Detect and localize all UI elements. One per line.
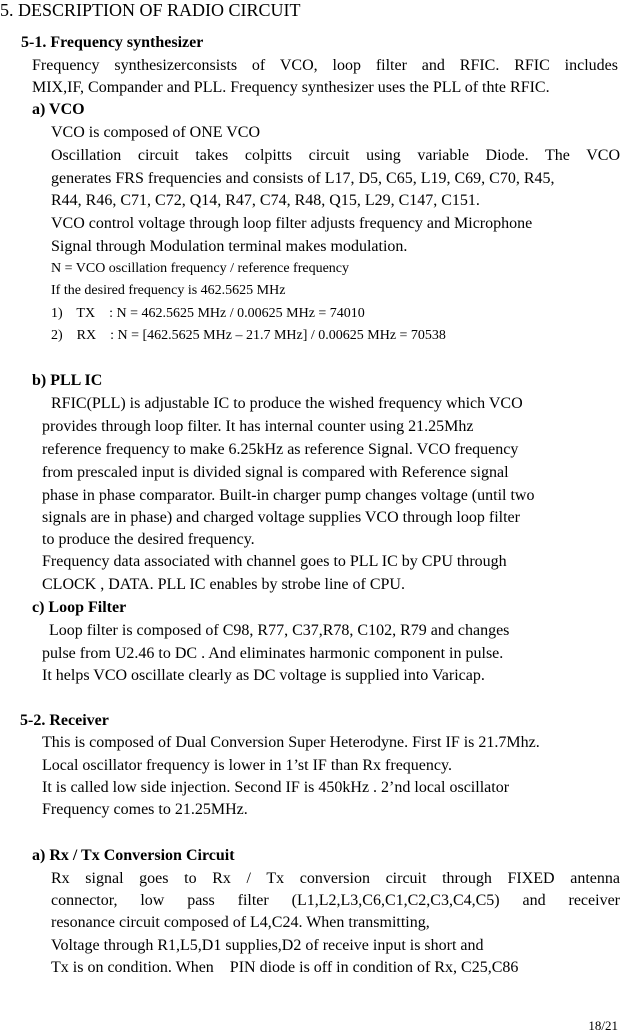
paragraph-line: pulse from U2.46 to DC . And eliminates harmonic component in pulse. [42,645,504,662]
paragraph-line: Loop filter is composed of C98, R77, C37,R78, C102, R79 and changes [49,622,510,639]
paragraph-line: MIX,IF, Compander and PLL. Frequency synthesizer uses the PLL of thte RFIC. [32,79,550,96]
heading-5-2: 5-2. Receiver [20,712,109,729]
paragraph-line: to produce the desired frequency. [42,531,255,548]
paragraph-line: Rx signal goes to Rx / Tx conversion circuit through FIXED antenna [51,870,620,887]
paragraph-line: signals are in phase) and charged voltage supplies VCO through loop filter [42,509,520,526]
paragraph-line: connector, low pass filter (L1,L2,L3,C6,C1,C2,C3,C4,C5) and receiver [51,892,620,909]
paragraph-line: Frequency synthesizerconsists of VCO, loop filter and RFIC. RFIC includes [32,57,618,74]
formula-line: If the desired frequency is 462.5625 MHz [51,283,286,298]
formula-line: N = VCO oscillation frequency / reference frequency [51,261,350,276]
subheading-vco: a) VCO [32,101,85,118]
paragraph-line: RFIC(PLL) is adjustable IC to produce the wished frequency which VCO [51,395,523,412]
paragraph-line: reference frequency to make 6.25kHz as reference Signal. VCO frequency [42,441,519,458]
subheading-loop-filter: c) Loop Filter [32,599,127,616]
subheading-rx-tx-conversion: a) Rx / Tx Conversion Circuit [32,847,235,864]
paragraph-line: phase in phase comparator. Built-in charger pump changes voltage (until two [42,487,535,504]
heading-5-1: 5-1. Frequency synthesizer [21,34,204,51]
paragraph-line: Local oscillator frequency is lower in 1’st IF than Rx frequency. [42,757,452,774]
formula-line: 1) TX : N = 462.5625 MHz / 0.00625 MHz = 74010 [51,306,365,321]
paragraph-line: from prescaled input is divided signal is compared with Reference signal [42,464,509,481]
paragraph-line: Frequency comes to 21.25MHz. [42,801,248,818]
paragraph-line: VCO is composed of ONE VCO [51,124,261,141]
paragraph-line: generates FRS frequencies and consists of L17, D5, C65, L19, C69, C70, R45, [51,170,555,187]
formula-line: 2) RX : N = [462.5625 MHz – 21.7 MHz] / 0.00625 MHz = 70538 [51,328,446,343]
paragraph-line: VCO control voltage through loop filter adjusts frequency and Microphone [51,215,533,232]
paragraph-line: Tx is on condition. When PIN diode is off in condition of Rx, C25,C86 [51,959,519,976]
paragraph-line: Signal through Modulation terminal makes modulation. [51,238,408,255]
paragraph-line: R44, R46, C71, C72, Q14, R47, C74, R48, Q15, L29, C147, C151. [51,192,480,209]
page-number: 18/21 [588,1018,618,1033]
paragraph-line: Oscillation circuit takes colpitts circuit using variable Diode. The VCO [51,147,620,164]
paragraph-line: It helps VCO oscillate clearly as DC voltage is supplied into Varicap. [42,667,485,684]
subheading-pll-ic: b) PLL IC [32,372,103,389]
section-title: 5. DESCRIPTION OF RADIO CIRCUIT [0,0,301,20]
paragraph-line: resonance circuit composed of L4,C24. When transmitting, [51,914,430,931]
paragraph-line: This is composed of Dual Conversion Super Heterodyne. First IF is 21.7Mhz. [42,734,540,751]
paragraph-line: CLOCK , DATA. PLL IC enables by strobe line of CPU. [42,576,405,593]
paragraph-line: Frequency data associated with channel goes to PLL IC by CPU through [42,553,507,570]
paragraph-line: It is called low side injection. Second IF is 450kHz . 2’nd local oscillator [42,779,510,796]
paragraph-line: Voltage through R1,L5,D1 supplies,D2 of receive input is short and [51,937,484,954]
paragraph-line: provides through loop filter. It has internal counter using 21.25Mhz [42,418,474,435]
